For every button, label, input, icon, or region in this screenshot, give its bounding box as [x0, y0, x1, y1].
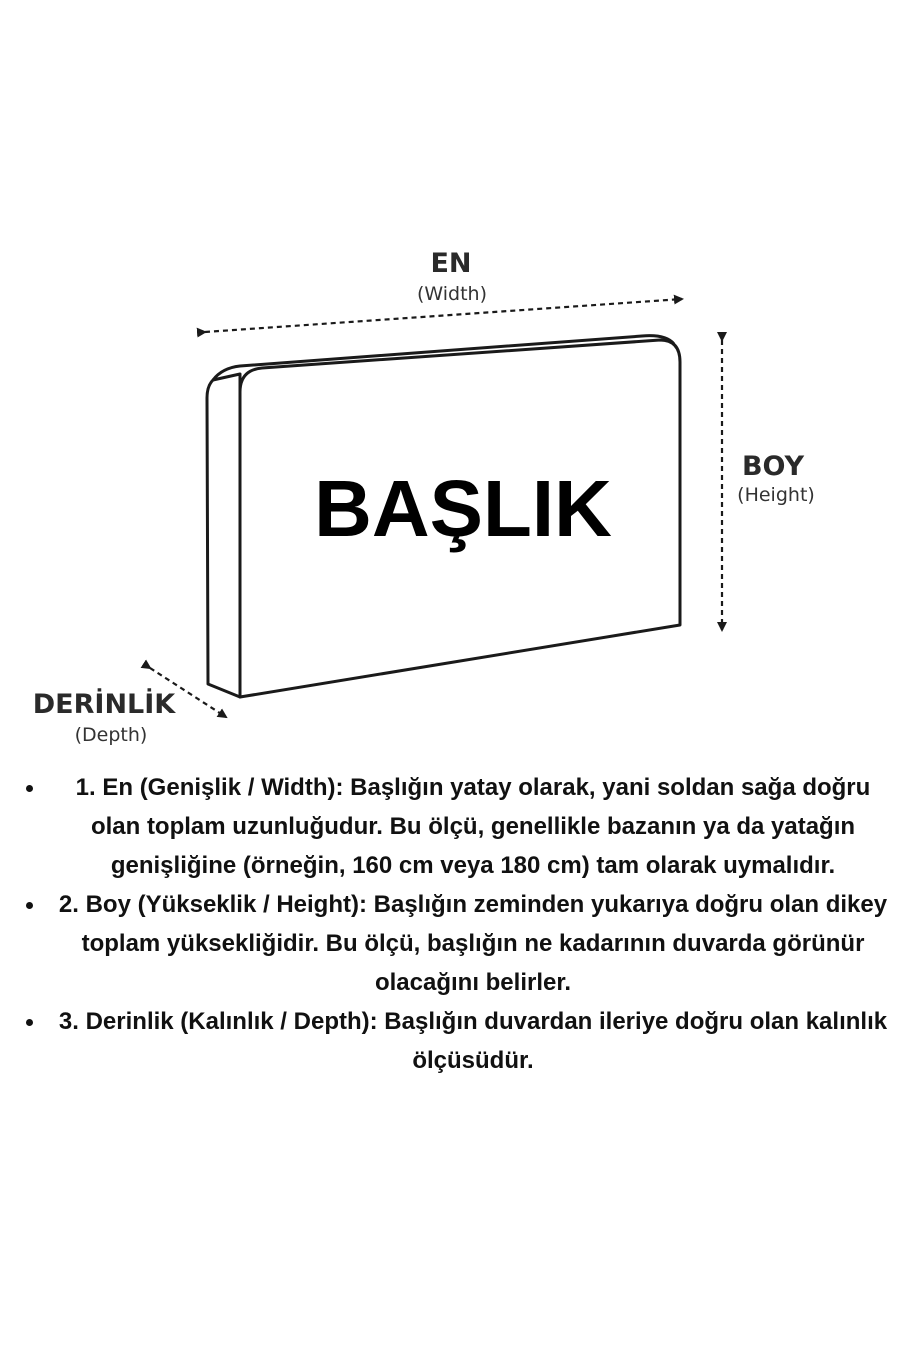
headboard-side-face [207, 374, 240, 697]
bullet-icon [26, 785, 33, 792]
bullet-icon [26, 902, 33, 909]
note-height-text: 2. Boy (Yükseklik / Height): Başlığın zeminden yukarıya doğru olan dikey toplam yüksekliğidir. Bu ölçü, başlığın ne kadarının duvarda görünür olacağını belirler. [58, 891, 888, 996]
dimension-notes-list [22, 768, 894, 1080]
note-width-text: 1. En (Genişlik / Width): Başlığın yatay olarak, yani soldan sağa doğru olan toplam uzunluğudur. Bu ölçü, genellikle bazanın ya da yatağın genişliğine (örneğin, 160 cm veya 180 cm) tam olarak uymalıdır. [75, 774, 871, 879]
note-depth-text: 3. Derinlik (Kalınlık / Depth): Başlığın duvardan ileriye doğru olan kalınlık ölçüsüdür. [58, 1008, 888, 1074]
bullet-icon [26, 1019, 33, 1026]
note-height [22, 885, 894, 1002]
height-sublabel: (Height) [737, 484, 815, 506]
depth-label: DERİNLİK [32, 689, 176, 720]
note-depth [22, 1002, 894, 1080]
width-sublabel: (Width) [416, 283, 488, 305]
note-width [22, 768, 894, 885]
height-label: BOY [741, 451, 805, 482]
width-label: EN [430, 248, 472, 279]
headboard-title: BAŞLIK [314, 464, 612, 553]
depth-sublabel: (Depth) [74, 724, 148, 746]
